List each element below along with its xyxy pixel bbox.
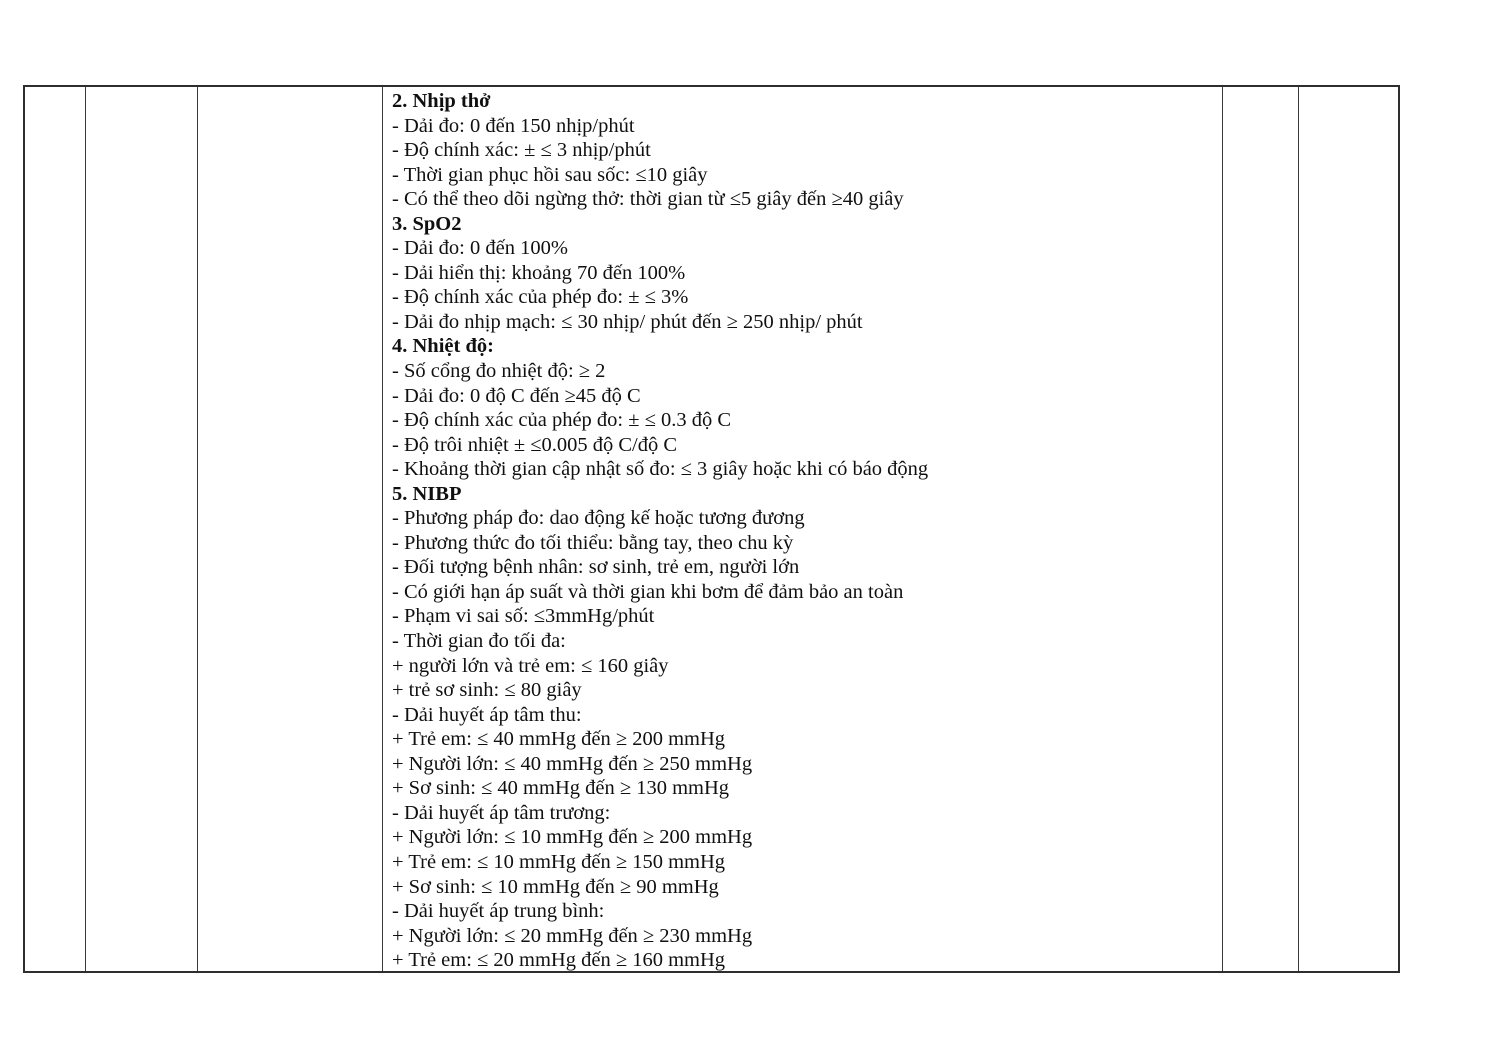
spec-line: + Sơ sinh: ≤ 10 mmHg đến ≥ 90 mmHg [392,875,719,898]
spec-line: 5. NIBP [392,482,462,505]
spec-line: + Trẻ em: ≤ 20 mmHg đến ≥ 160 mmHg [392,949,726,971]
spec-line: - Phương thức đo tối thiểu: bằng tay, theo chu kỳ [392,531,794,554]
specification-table [23,85,1400,973]
spec-line: + Người lớn: ≤ 40 mmHg đến ≥ 250 mmHg [392,752,753,775]
spec-line: - Khoảng thời gian cập nhật số đo: ≤ 3 giây hoặc khi có báo động [392,458,929,481]
table-cell-quantity [1299,87,1398,971]
spec-line: + Trẻ em: ≤ 40 mmHg đến ≥ 200 mmHg [392,728,726,751]
spec-line: - Thời gian phục hồi sau sốc: ≤10 giây [392,163,708,186]
table-cell-unit [1223,87,1299,971]
spec-line: - Có thể theo dõi ngừng thở: thời gian từ ≤5 giây đến ≥40 giây [392,188,904,211]
spec-line: - Dải huyết áp tâm thu: [392,703,582,726]
spec-line: - Dải đo: 0 đến 150 nhịp/phút [392,114,635,137]
spec-line: + Sơ sinh: ≤ 40 mmHg đến ≥ 130 mmHg [392,777,730,800]
spec-line: 2. Nhịp thở [392,90,491,112]
spec-line: - Độ chính xác: ± ≤ 3 nhịp/phút [392,139,651,162]
spec-line: - Độ trôi nhiệt ± ≤0.005 độ C/độ C [392,433,678,456]
table-cell-index [25,87,86,971]
spec-line: - Dải huyết áp tâm trương: [392,801,611,824]
spec-line: - Dải hiển thị: khoảng 70 đến 100% [392,261,686,284]
spec-line: - Độ chính xác của phép đo: ± ≤ 3% [392,286,689,309]
spec-line: + trẻ sơ sinh: ≤ 80 giây [392,679,582,702]
spec-line: - Đối tượng bệnh nhân: sơ sinh, trẻ em, người lớn [392,556,800,579]
spec-line: - Phương pháp đo: dao động kế hoặc tương đương [392,507,805,530]
spec-line: - Thời gian đo tối đa: [392,630,566,653]
spec-line: 3. SpO2 [392,212,462,235]
spec-line: - Dải đo: 0 đến 100% [392,237,568,260]
spec-line: - Phạm vi sai số: ≤3mmHg/phút [392,605,655,628]
spec-line: + người lớn và trẻ em: ≤ 160 giây [392,654,669,677]
spec-line: - Dải huyết áp trung bình: [392,900,605,923]
spec-line: + Người lớn: ≤ 20 mmHg đến ≥ 230 mmHg [392,924,753,947]
table-cell-specifications [383,87,1223,971]
table-cell-description [198,87,383,971]
spec-line: - Số cổng đo nhiệt độ: ≥ 2 [392,360,606,383]
spec-line: + Trẻ em: ≤ 10 mmHg đến ≥ 150 mmHg [392,850,726,873]
table-cell-item-name [86,87,198,971]
spec-line: 4. Nhiệt độ: [392,335,494,358]
spec-line: + Người lớn: ≤ 10 mmHg đến ≥ 200 mmHg [392,826,753,849]
spec-line: - Dải đo nhịp mạch: ≤ 30 nhịp/ phút đến ≥ 250 nhịp/ phút [392,310,863,333]
spec-line: - Dải đo: 0 độ C đến ≥45 độ C [392,384,641,407]
spec-line: - Có giới hạn áp suất và thời gian khi bơm để đảm bảo an toàn [392,580,904,603]
spec-line: - Độ chính xác của phép đo: ± ≤ 0.3 độ C [392,409,732,432]
